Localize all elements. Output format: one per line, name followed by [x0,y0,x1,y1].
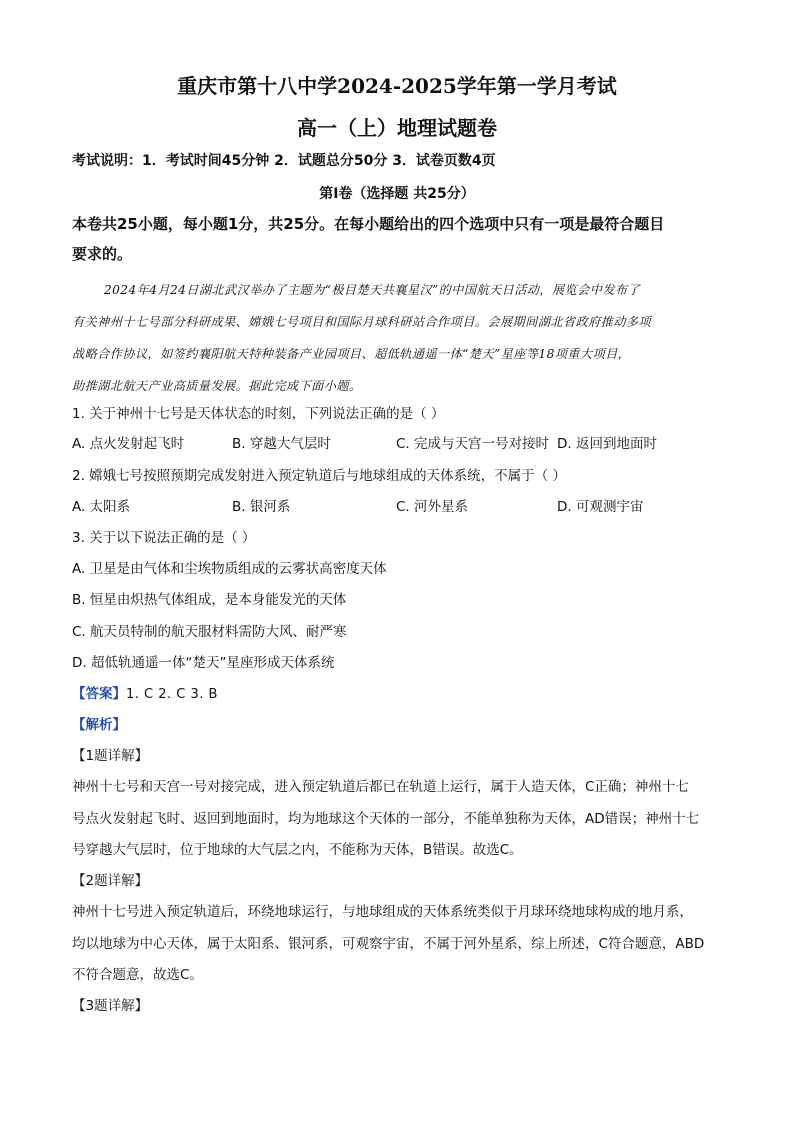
question-1-option-d: D. 返回到地面时 [557,436,657,452]
answer-label: 【答案】 [72,686,126,702]
exam-note: 考试说明：1．考试时间45分钟 2．试题总分50分 3．试卷页数4页 [72,153,496,169]
question-2-option-c: C. 河外星系 [396,499,469,515]
detail-1-label: 【1题详解】 [72,748,149,764]
detail-1-line-2: 号点火发射起飞时、返回到地面时，均为地球这个天体的一部分，不能单独称为天体，AD错误；神州十七 [72,811,700,827]
question-2-stem: 2. 嫦娥七号按照预期完成发射进入预定轨道后与地球组成的天体系统，不属于（ ） [72,468,566,484]
question-3-option-a: A. 卫星是由气体和尘埃物质组成的云雾状高密度天体 [72,561,387,577]
question-1-stem: 1. 关于神州十七号是天体状态的时刻，下列说法正确的是（ ） [72,406,445,422]
answer-values: 1. C 2. C 3. B [126,687,218,702]
question-2-option-d: D. 可观测宇宙 [557,499,644,515]
detail-2-line-1: 神州十七号进入预定轨道后，环绕地球运行，与地球组成的天体系统类似于月球环绕地球构成的地月系， [72,904,693,920]
exam-subtitle: 高一（上）地理试题卷 [297,116,497,140]
passage-line-3: 战略合作协议，如签约襄阳航天特种装备产业园项目、超低轨通遥一体“楚天”星座等18项重大项目， [72,347,631,361]
answer-row [72,682,218,702]
detail-2-line-2: 均以地球为中心天体，属于太阳系、银河系，可观察宇宙，不属于河外星系，综上所述，C符合题意，ABD [72,936,705,952]
question-2-option-b: B. 银河系 [232,499,291,515]
section-intro-line-1: 本卷共25小题，每小题1分，共25分。在每小题给出的四个选项中只有一项是最符合题目 [72,215,665,233]
section-title: 第Ⅰ卷（选择题 共25分） [319,186,475,202]
question-3-option-d: D. 超低轨通遥一体“楚天”星座形成天体系统 [72,655,335,671]
passage-line-2: 有关神州十七号部分科研成果、嫦娥七号项目和国际月球科研站合作项目。会展期间湖北省政府推动多项 [72,315,652,329]
question-3-option-b: B. 恒星由炽热气体组成，是本身能发光的天体 [72,592,347,608]
question-3-option-c: C. 航天员特制的航天服材料需防大风、耐严寒 [72,624,347,640]
question-3-stem: 3. 关于以下说法正确的是（ ） [72,530,256,546]
detail-2-label: 【2题详解】 [72,873,149,889]
question-1-option-a: A. 点火发射起飞时 [72,436,185,452]
section-intro-line-2: 要求的。 [72,245,133,263]
passage-line-4: 助推湖北航天产业高质量发展。据此完成下面小题。 [72,379,362,393]
detail-1-line-1: 神州十七号和天宫一号对接完成，进入预定轨道后都已在轨道上运行，属于人造天体，C正确；神州十七 [72,779,689,795]
detail-2-line-3: 不符合题意，故选C。 [72,967,203,983]
question-1-option-c: C. 完成与天宫一号对接时 [396,436,550,452]
question-2-option-a: A. 太阳系 [72,499,131,515]
exam-title: 重庆市第十八中学2024-2025学年第一学月考试 [177,74,617,98]
question-1-option-b: B. 穿越大气层时 [232,436,331,452]
detail-3-label: 【3题详解】 [72,998,149,1014]
detail-1-line-3: 号穿越大气层时，位于地球的大气层之内，不能称为天体，B错误。故选C。 [72,842,523,858]
passage-line-1: 2024年4月24日湖北武汉举办了主题为“极目楚天共襄星汉”的中国航天日活动，展览会中发布了 [104,283,641,297]
analysis-label: 【解析】 [72,717,126,733]
